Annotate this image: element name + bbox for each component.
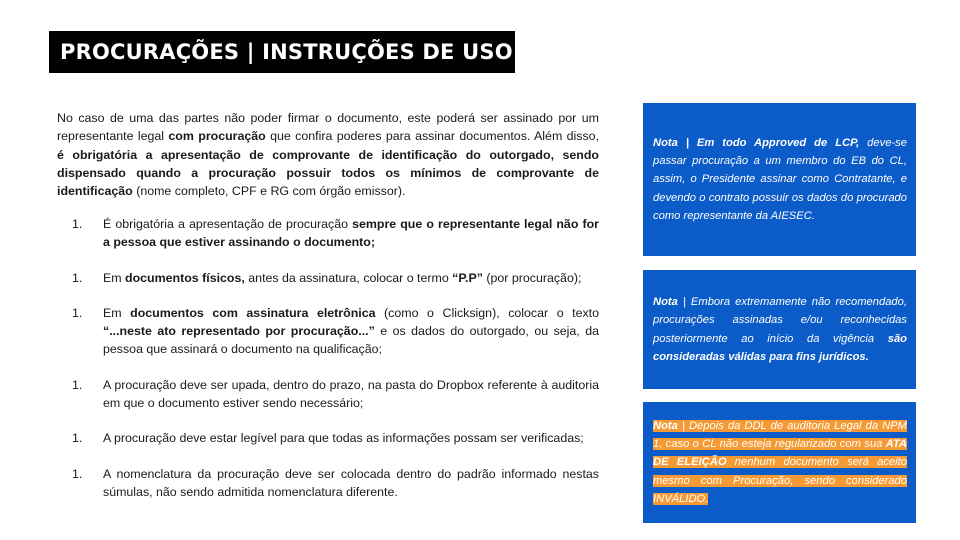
note-text: Nota | Embora extremamente não recomendado, procurações assinadas e/ou reconhecidas posteriormente ao início da vigência são consideradas válidas para fins jurídicos.: [653, 296, 907, 363]
list-number: 1.: [72, 217, 83, 231]
note-box-validity: [643, 270, 916, 389]
intro-text: (nome completo, CPF e RG com órgão emissor).: [132, 184, 406, 199]
list-item-text: A procuração deve ser upada, dentro do prazo, na pasta do Dropbox referente à auditoria em que o documento estiver sendo necessário;: [103, 377, 599, 411]
intro-text: que confira poderes para assinar documentos. Além disso,: [265, 129, 600, 144]
list-item: [57, 215, 599, 252]
note-text: Nota | Em todo Approved de LCP, deve-se passar procuração a um membro do EB do CL, assim, o Presidente assinar como Contratante, e devendo o contrato possuir os dados do procurado como representante da AIESEC.: [653, 137, 907, 222]
list-number: 1.: [72, 431, 83, 446]
list-item-text: Em documentos com assinatura eletrônica (como o Clicksign), colocar o texto “...neste ato representado por procuração...” e os dados do outorgado, ou seja, da pessoa que assinará o documento na qualificação;: [103, 305, 600, 357]
list-item: [57, 429, 599, 447]
list-number: 1.: [72, 377, 83, 392]
list-item: [57, 376, 599, 413]
list-item: [57, 269, 599, 287]
intro-paragraph: [57, 109, 599, 200]
list-item: [57, 304, 599, 359]
list-number: 1.: [72, 305, 83, 320]
list-item-text: A procuração deve estar legível para que todas as informações possam ser verificadas;: [103, 431, 584, 446]
list-item-text: É obrigatória a apresentação de procuração sempre que o representante legal não for a pessoa que estiver assinando o documento;: [103, 217, 599, 250]
note-box-election-record: [643, 402, 916, 523]
intro-bold: é obrigatória a apresentação de comprovante de identificação do outorgado, sendo dispensado quando a procuração possuir todos os mínimos de comprovante de identificação: [57, 147, 599, 199]
note-text: [653, 417, 907, 507]
list-number: 1.: [72, 270, 83, 285]
intro-text: No caso de uma das partes não poder firmar o documento, este poderá ser assinado por um representante legal: [57, 111, 599, 144]
page-title: PROCURAÇÕES | INSTRUÇÕES DE USO: [49, 31, 515, 73]
list-item-text: A nomenclatura da procuração deve ser colocada dentro do padrão informado nestas súmulas, não sendo admitida nomenclatura diferente.: [103, 466, 599, 499]
note-box-lcp: [643, 103, 916, 256]
list-item: [57, 465, 599, 502]
instruction-list: [57, 215, 599, 518]
intro-bold: com procuração: [168, 129, 266, 144]
highlighted-text: Nota | Depois da DDL de auditoria Legal da NPM 1, caso o CL não esteja regularizado com sua ATA DE ELEIÇÃO nenhum documento será aceito mesmo com Procuração, sendo considerado INVÁLIDO.: [653, 420, 907, 505]
list-number: 1.: [72, 466, 83, 481]
list-item-text: Em documentos físicos, antes da assinatura, colocar o termo “P.P” (por procuração);: [103, 270, 582, 285]
